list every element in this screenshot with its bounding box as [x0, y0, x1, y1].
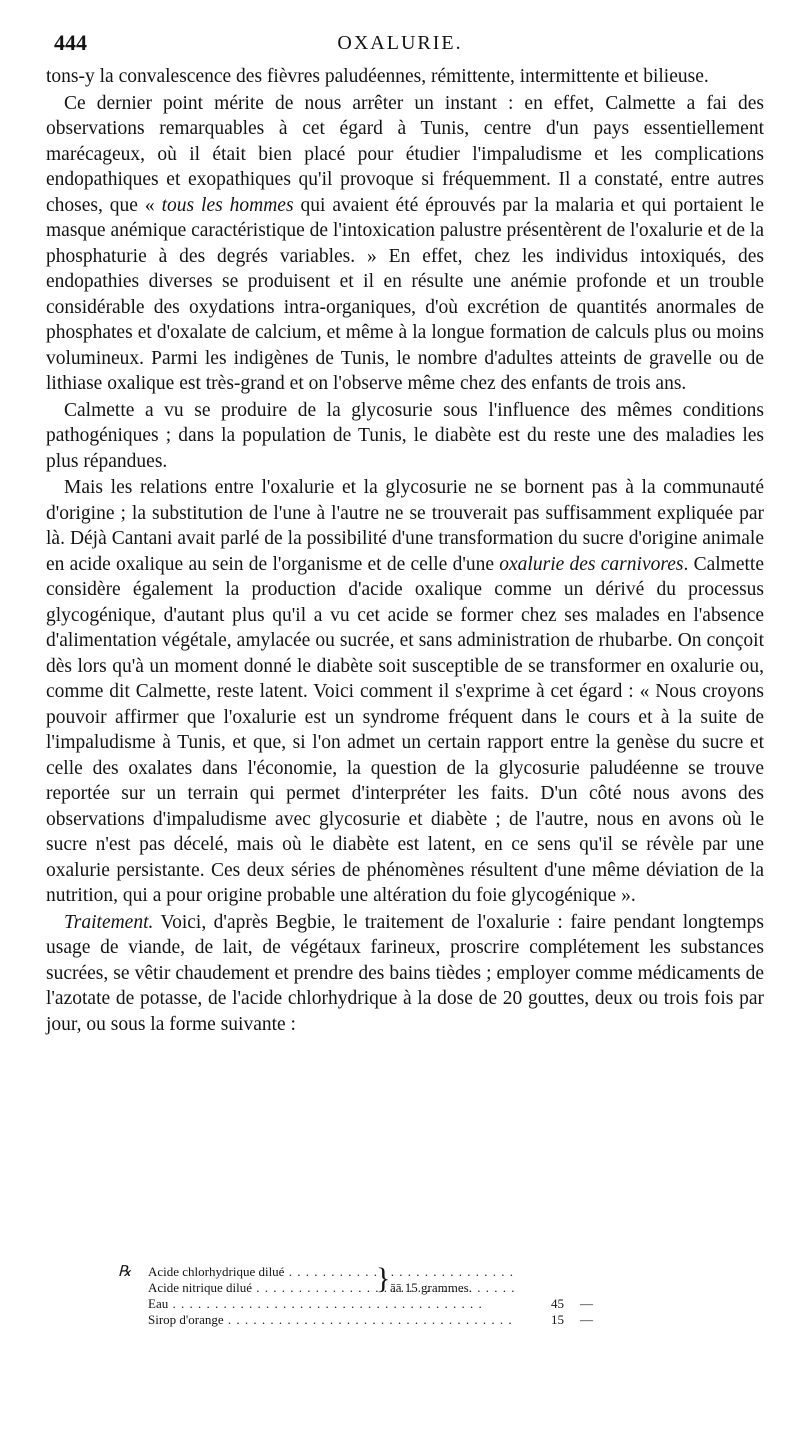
italic-quote: tous les hommes [161, 194, 294, 216]
paragraph-5: Traitement. Voici, d'après Begbie, le traitement de l'oxalurie : faire pendant longtemps usage de viande, de lait, de végétaux farineux, proscrire complétement les substances sucrées, se vêtir chaudement et prendre des bains tièdes ; employer comme médicaments de l'azotate de potasse, de l'acide chlorhydrique à la dose de 20 gouttes, deux ou trois fois par jour, ou sous la forme suivante : [46, 911, 764, 1035]
rx-symbol: ℞ [118, 1264, 132, 1280]
paragraph-3: Calmette a vu se produire de la glycosurie sous l'influence des mêmes conditions pathogéniques ; dans la population de Tunis, le diabète est du reste une des maladies les plus répandues. [46, 399, 764, 472]
paragraph-1: tons-y la convalescence des fièvres paludéennes, rémittente, intermittente et bilieuse. [46, 66, 709, 87]
ingredient-name: Acide chlorhydrique dilué . . . [148, 1264, 516, 1280]
ingredient-name: Eau . . . [148, 1296, 516, 1312]
page-header [0, 30, 800, 60]
paragraph-4: Mais les relations entre l'oxalurie et la glycosurie ne se bornent pas à la communauté d'origine ; la substitution de l'une à l'autre ne se trouverait pas suffisamment expliquée par là. Déjà Cantani avait parlé de la possibilité d'une transformation du sucre d'origine animale en acide oxalique au sein de l'organisme et de celle d'une oxalurie des carnivores. Calmette considère également la production d'acide oxalique comme un dérivé du processus glycogénique, d'autant plus qu'il a vu cet acide se former chez ses malades en l'absence d'alimentation végétale, amylacée ou sucrée, et sans administration de rhubarbe. On conçoit dès lors qu'à un moment donné le diabète soit susceptible de se transformer en oxalurie ou, comme dit Calmette, reste latent. Voici comment il s'exprime à cet égard : « Nous croyons pouvoir affirmer que l'oxalurie est un syndrome fréquent dans le cours et à la suite de l'impaludisme à Tunis, et que, si l'on admet un certain rapport entre la genèse du sucre et celle des oxalates dans l'économie, la question de la glycosurie paludéenne se trouve reportée sur un terrain qui permet d'interpréter les faits. D'un côté nous avons des observations d'impaludisme avec glycosurie et diabète ; de l'autre, nous en avons où le sucre n'est pas décelé, mais où le diabète est latent, en ce sens qu'il se révèle par une oxalurie persistante. Ces deux séries de phénomènes résultent d'une même déviation de la nutrition, qui a pour origine probable une altération du foie glycogénique ». [46, 477, 764, 906]
ingredient-unit: — [580, 1296, 593, 1311]
paragraph-2: Ce dernier point mérite de nous arrêter un instant : en effet, Calmette a fai des observations remarquables à cet égard à Tunis, centre d'un pays essentiellement marécageux, où il était bien placé pour étudier l'impaludisme et les complications endopathiques et exopathiques qu'il provoque si fréquemment. Il a constaté, entre autres choses, que « tous les hommes qui avaient été éprouvés par la malaria et qui portaient le masque anémique caractéristique de l'intoxication palustre présentèrent de l'oxalurie et de la phosphaturie à des degrés variables. » En effet, chez les individus intoxiqués, des endopathies diverses se produisent et il en résulte une anémie profonde et un trouble considérable des oxydations intra-organiques, d'où excrétion de quantités anormales de phosphates et d'oxalate de calcium, et même à la longue formation de calculs plus ou moins volumineux. Parmi les indigènes de Tunis, le nombre d'adultes atteints de gravelle ou de lithiase oxalique est très-grand et on l'observe même chez des enfants de trois ans. [46, 92, 764, 394]
italic-term: oxalurie des carnivores [499, 553, 684, 575]
section-label: Traitement. [64, 911, 154, 933]
ingredient-name: Sirop d'orange . . . [148, 1312, 516, 1328]
ingredient-unit: — [580, 1312, 593, 1327]
ingredient-name: Acide nitrique dilué . . . [148, 1280, 516, 1296]
brace-symbol: } [376, 1262, 391, 1295]
prescription-row [118, 1296, 638, 1312]
running-title: OXALURIE. [337, 32, 463, 54]
ingredient-quantity: 15 [551, 1312, 564, 1327]
ingredient-quantity: 45 [551, 1296, 564, 1311]
prescription-row [118, 1312, 638, 1328]
shared-dose: āā 15 grammes. [390, 1280, 472, 1295]
body-text [46, 64, 764, 1037]
page-number: 444 [54, 30, 87, 55]
